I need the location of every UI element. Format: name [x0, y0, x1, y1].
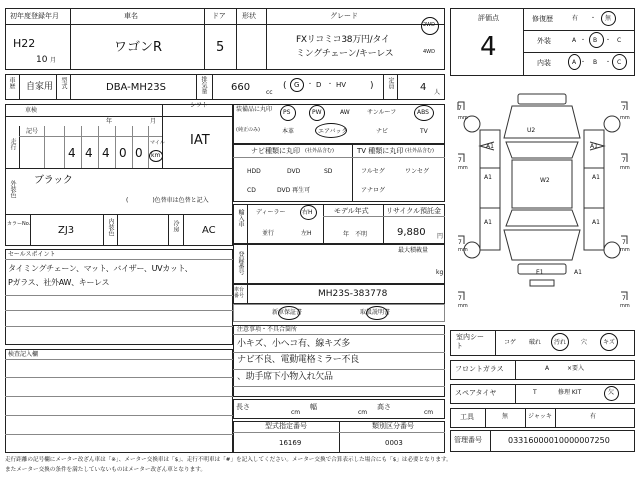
equip-tv: TV: [420, 128, 428, 135]
import-right-h: 右H: [302, 209, 313, 216]
scale-num-6: 7: [622, 239, 626, 246]
category-label: 類別区分番号: [372, 422, 414, 430]
model-no-label: 型式指定番号: [265, 422, 307, 430]
color-value: ブラック: [34, 175, 73, 186]
sheet-stain: 汚れ: [554, 339, 567, 346]
jack-value: 有: [590, 413, 597, 420]
windshield-a: A: [545, 365, 550, 372]
navi-hdd: HDD: [247, 168, 261, 175]
score-value: 4: [480, 32, 497, 62]
exterior-b: B: [593, 37, 598, 44]
fuel-g: G: [294, 81, 300, 89]
scale-unit-6: mm: [620, 247, 630, 253]
sales-line1: タイミングチェーン、マット、バイザー、UVカット、: [8, 264, 193, 273]
score-label: 評価点: [478, 14, 499, 22]
height-cm: cm: [424, 409, 434, 416]
tv-oneseg: ワンセグ: [405, 168, 430, 175]
management-value: 03316000010000007250: [508, 436, 610, 445]
navi-dvd-play: DVD 再生可: [277, 187, 311, 194]
windshield-label: フロントガラス: [455, 365, 504, 373]
damage-a1-right-rear: A1: [592, 219, 600, 226]
scale-unit-2: mm: [620, 115, 630, 121]
damage-a1-right-mid: A1: [592, 174, 600, 181]
repair-label: 修復歴: [532, 15, 553, 23]
interior-c: C: [617, 59, 622, 66]
grade-line2: ミングチェーン/キーレス: [296, 49, 394, 59]
mileage-label: 走行: [9, 138, 16, 150]
width-label: 幅: [310, 403, 317, 411]
equip-sunroof: サンルーフ: [367, 109, 397, 116]
vehicle-label: 車歴: [8, 77, 15, 89]
new-warranty: 新車保証書: [272, 309, 303, 316]
vehicle-value: 自家用: [26, 82, 54, 92]
import-label: 輸入車: [237, 209, 244, 227]
damage-a1-front-left: A1: [486, 143, 494, 150]
damage-a1-front-right: A1: [590, 143, 598, 150]
equip-airbag: エアバック: [318, 128, 348, 135]
color-no-value: ZJ3: [58, 225, 75, 236]
repair-dot: ・: [590, 15, 597, 22]
shift-label: シフト: [190, 102, 209, 109]
car-outline-svg: [450, 80, 635, 320]
height-label: 高さ: [377, 403, 391, 411]
interior-b: B: [593, 59, 598, 66]
recycle-value: 9,880: [397, 227, 426, 238]
navi-sd: SD: [324, 168, 333, 175]
navi-cd: CD: [247, 187, 256, 194]
mileage-digit-5: 0: [135, 146, 143, 160]
model-value: ワゴンR: [114, 40, 163, 55]
fuel-dot2: ・: [327, 81, 334, 88]
navi-label: ナビ種類に丸印: [251, 147, 300, 155]
management-label: 管理番号: [454, 436, 482, 444]
scale-unit-4: mm: [620, 165, 630, 171]
scale-unit-8: mm: [620, 303, 630, 309]
month-unit: 月: [50, 57, 57, 64]
reg-year-value: H22: [13, 37, 36, 50]
length-label: 長さ: [236, 403, 250, 411]
dimensions-block: [233, 399, 445, 419]
max-load-kg: kg: [436, 269, 444, 276]
exterior-dot2: ・: [605, 37, 612, 44]
chassis-value: MH23S-383778: [318, 289, 388, 299]
import-left-h: 左H: [301, 230, 312, 237]
tv-fullseg: フルセグ: [361, 168, 385, 175]
capacity-value: 4: [420, 82, 427, 93]
footer-line2: またメーター交換の条件を満たしていないものはメーター改ざん車となります。: [5, 467, 206, 473]
model-label: 車名: [124, 12, 138, 20]
scale-num-1: 7: [458, 105, 462, 112]
windshield-mark: ×要入: [567, 365, 585, 372]
import-dealer: ディーラー: [256, 209, 286, 216]
km-label: km: [151, 152, 161, 159]
scale-num-4: 7: [622, 157, 626, 164]
interior-a: A: [572, 59, 577, 66]
notes-line3: 、助手席下小物入れ欠品: [237, 372, 333, 382]
mile-label: マイル: [150, 140, 165, 146]
record-label: 記号: [26, 128, 39, 135]
damage-a1-rear: A1: [574, 269, 582, 276]
color-changed-note: ( )色替車は色替と記入: [126, 197, 209, 204]
reg-month-value: 10: [36, 55, 48, 65]
mileage-digit-1: 4: [68, 146, 76, 160]
damage-u2: U2: [527, 127, 536, 134]
tools-value: 無: [502, 413, 509, 420]
equip-navi: ナビ: [376, 128, 389, 135]
tools-label: 工具: [460, 413, 474, 421]
tv-note: (社外品含む): [405, 148, 434, 154]
sheet-hole: 穴: [581, 339, 588, 346]
color-no-label: カラーNo.: [7, 221, 31, 227]
mileage-digit-3: 4: [102, 146, 110, 160]
inspector-block: [5, 349, 233, 453]
displacement-label: 排気量: [200, 76, 207, 94]
spare-t: T: [533, 389, 537, 396]
aircon-value: AC: [202, 225, 216, 236]
exterior-a: A: [572, 37, 577, 44]
type-value: DBA-MH23S: [106, 82, 167, 93]
docs-row: [233, 304, 445, 322]
scale-num-7: 7: [458, 295, 462, 302]
car-damage-diagram: [450, 80, 635, 320]
interior-dot2: ・: [605, 59, 612, 66]
mileage-digit-4: 0: [119, 146, 127, 160]
scale-num-3: 7: [458, 157, 462, 164]
repair-no: 無: [605, 15, 612, 22]
fuel-hv: HV: [336, 81, 347, 89]
shaken-month: 月: [150, 118, 157, 125]
color-label: 外装色: [9, 180, 16, 198]
model-year-label: モデル年式: [334, 207, 369, 215]
equipment-label: 装備品に丸印: [236, 106, 273, 113]
manual: 取扱説明書: [360, 309, 391, 316]
notes-line2: ナビ不良、電動電格ミラー不良: [237, 355, 359, 365]
length-cm: cm: [291, 409, 301, 416]
reg-year-label: 初年度登録年月: [10, 12, 59, 20]
scale-num-2: 7: [622, 105, 626, 112]
sheet-tear: 破れ: [529, 339, 542, 346]
inspector-label: 検査記入欄: [8, 351, 39, 358]
registration-row: [5, 74, 445, 100]
equip-abs: ABS: [417, 109, 429, 116]
fuel-open-paren: (: [283, 81, 287, 91]
shaken-year: 年: [106, 118, 113, 125]
drive-4wd: 4WD: [423, 49, 435, 55]
notes-line1: 小キズ、小ヘコ有、線キズ多: [237, 339, 351, 349]
interior-sheet-label: 室内シート: [456, 333, 484, 350]
equip-aw: AW: [340, 109, 350, 116]
equipment-sublabel: (純正のみ): [236, 127, 260, 133]
category-value: 0003: [385, 439, 403, 447]
chassis-label: 車台番号: [234, 287, 245, 299]
scale-unit-7: mm: [458, 303, 468, 309]
damage-a1-left-rear: A1: [484, 219, 492, 226]
damage-e1: E1: [536, 269, 544, 276]
equip-pw: PW: [312, 109, 322, 116]
equip-ps: PS: [283, 109, 291, 116]
fuel-close-paren: ): [370, 81, 374, 91]
interior-label: 内装: [537, 59, 551, 67]
spare-kit: 修理 KIT: [558, 389, 582, 396]
capacity-label: 定員: [387, 77, 394, 89]
scale-num-8: 7: [622, 295, 626, 302]
damage-w2: W2: [540, 177, 550, 184]
sheet-dirt: コゲ: [504, 339, 517, 346]
sales-points-label: セールスポイント: [8, 251, 56, 258]
fuel-dot1: ・: [307, 81, 314, 88]
scale-unit-5: mm: [458, 247, 468, 253]
tv-analog: アナログ: [361, 187, 386, 194]
scale-unit-3: mm: [458, 165, 468, 171]
grade-line1: FXリコミコ38万円/タイ: [296, 35, 390, 45]
model-no-value: 16169: [279, 439, 302, 447]
width-cm: cm: [358, 409, 368, 416]
person-unit: 人: [434, 89, 441, 96]
import-parallel: 並行: [262, 230, 275, 237]
shift-value: IAT: [190, 133, 210, 148]
spare-label: スペアタイヤ: [455, 389, 497, 397]
grade-label: グレード: [330, 12, 358, 20]
reg-no-label: 登録番号: [237, 251, 244, 275]
exterior-c: C: [617, 37, 622, 44]
fuel-d: D: [316, 81, 322, 89]
sales-line2: Pガラス、社外AW、キーレス: [8, 278, 110, 287]
sheet-scratch: キズ: [603, 339, 615, 346]
type-label: 型式: [60, 77, 67, 89]
scale-unit-1: mm: [458, 115, 468, 121]
jack-label: ジャッキ: [528, 413, 552, 420]
notes-label: 注意事項・不具合箇所: [237, 326, 298, 333]
navi-note: (社外品含む): [305, 148, 334, 154]
exterior-dot1: ・: [580, 37, 587, 44]
drive-2wd: 2WD: [423, 22, 435, 28]
tv-label: TV 種類に丸印: [357, 147, 404, 155]
footer-line1: 走行距離の記号欄にメーター改ざん車は「※」、メーター交換車は「$」、走行不明車は「#」を記入してください。メーター交換で合算表示した場合にも「$」は必要となります。: [5, 457, 452, 463]
shaken-label: 車検: [25, 107, 38, 114]
interior-dot1: ・: [580, 59, 587, 66]
model-year-value: 年 不明: [343, 231, 368, 238]
cc-unit: cc: [266, 89, 273, 96]
equip-leather: 本革: [282, 128, 295, 135]
spare-missing: 欠: [608, 389, 615, 396]
recycle-label: リサイクル預託金: [386, 207, 442, 215]
doors-value: 5: [216, 40, 225, 55]
doors-label: ドア: [212, 12, 226, 20]
scale-num-5: 7: [458, 239, 462, 246]
damage-a1-left-mid: A1: [484, 174, 492, 181]
max-load-label: 最大積載量: [398, 247, 429, 254]
mileage-digit-2: 4: [85, 146, 93, 160]
interior-color-label: 内装色: [107, 218, 114, 236]
aircon-label: 冷房: [172, 220, 179, 232]
repair-yes: 有: [572, 15, 579, 22]
exterior-label: 外装: [537, 37, 551, 45]
shape-label: 形状: [242, 12, 256, 20]
recycle-yen: 円: [437, 233, 444, 240]
navi-dvd: DVD: [287, 168, 301, 175]
displacement-value: 660: [231, 82, 251, 93]
